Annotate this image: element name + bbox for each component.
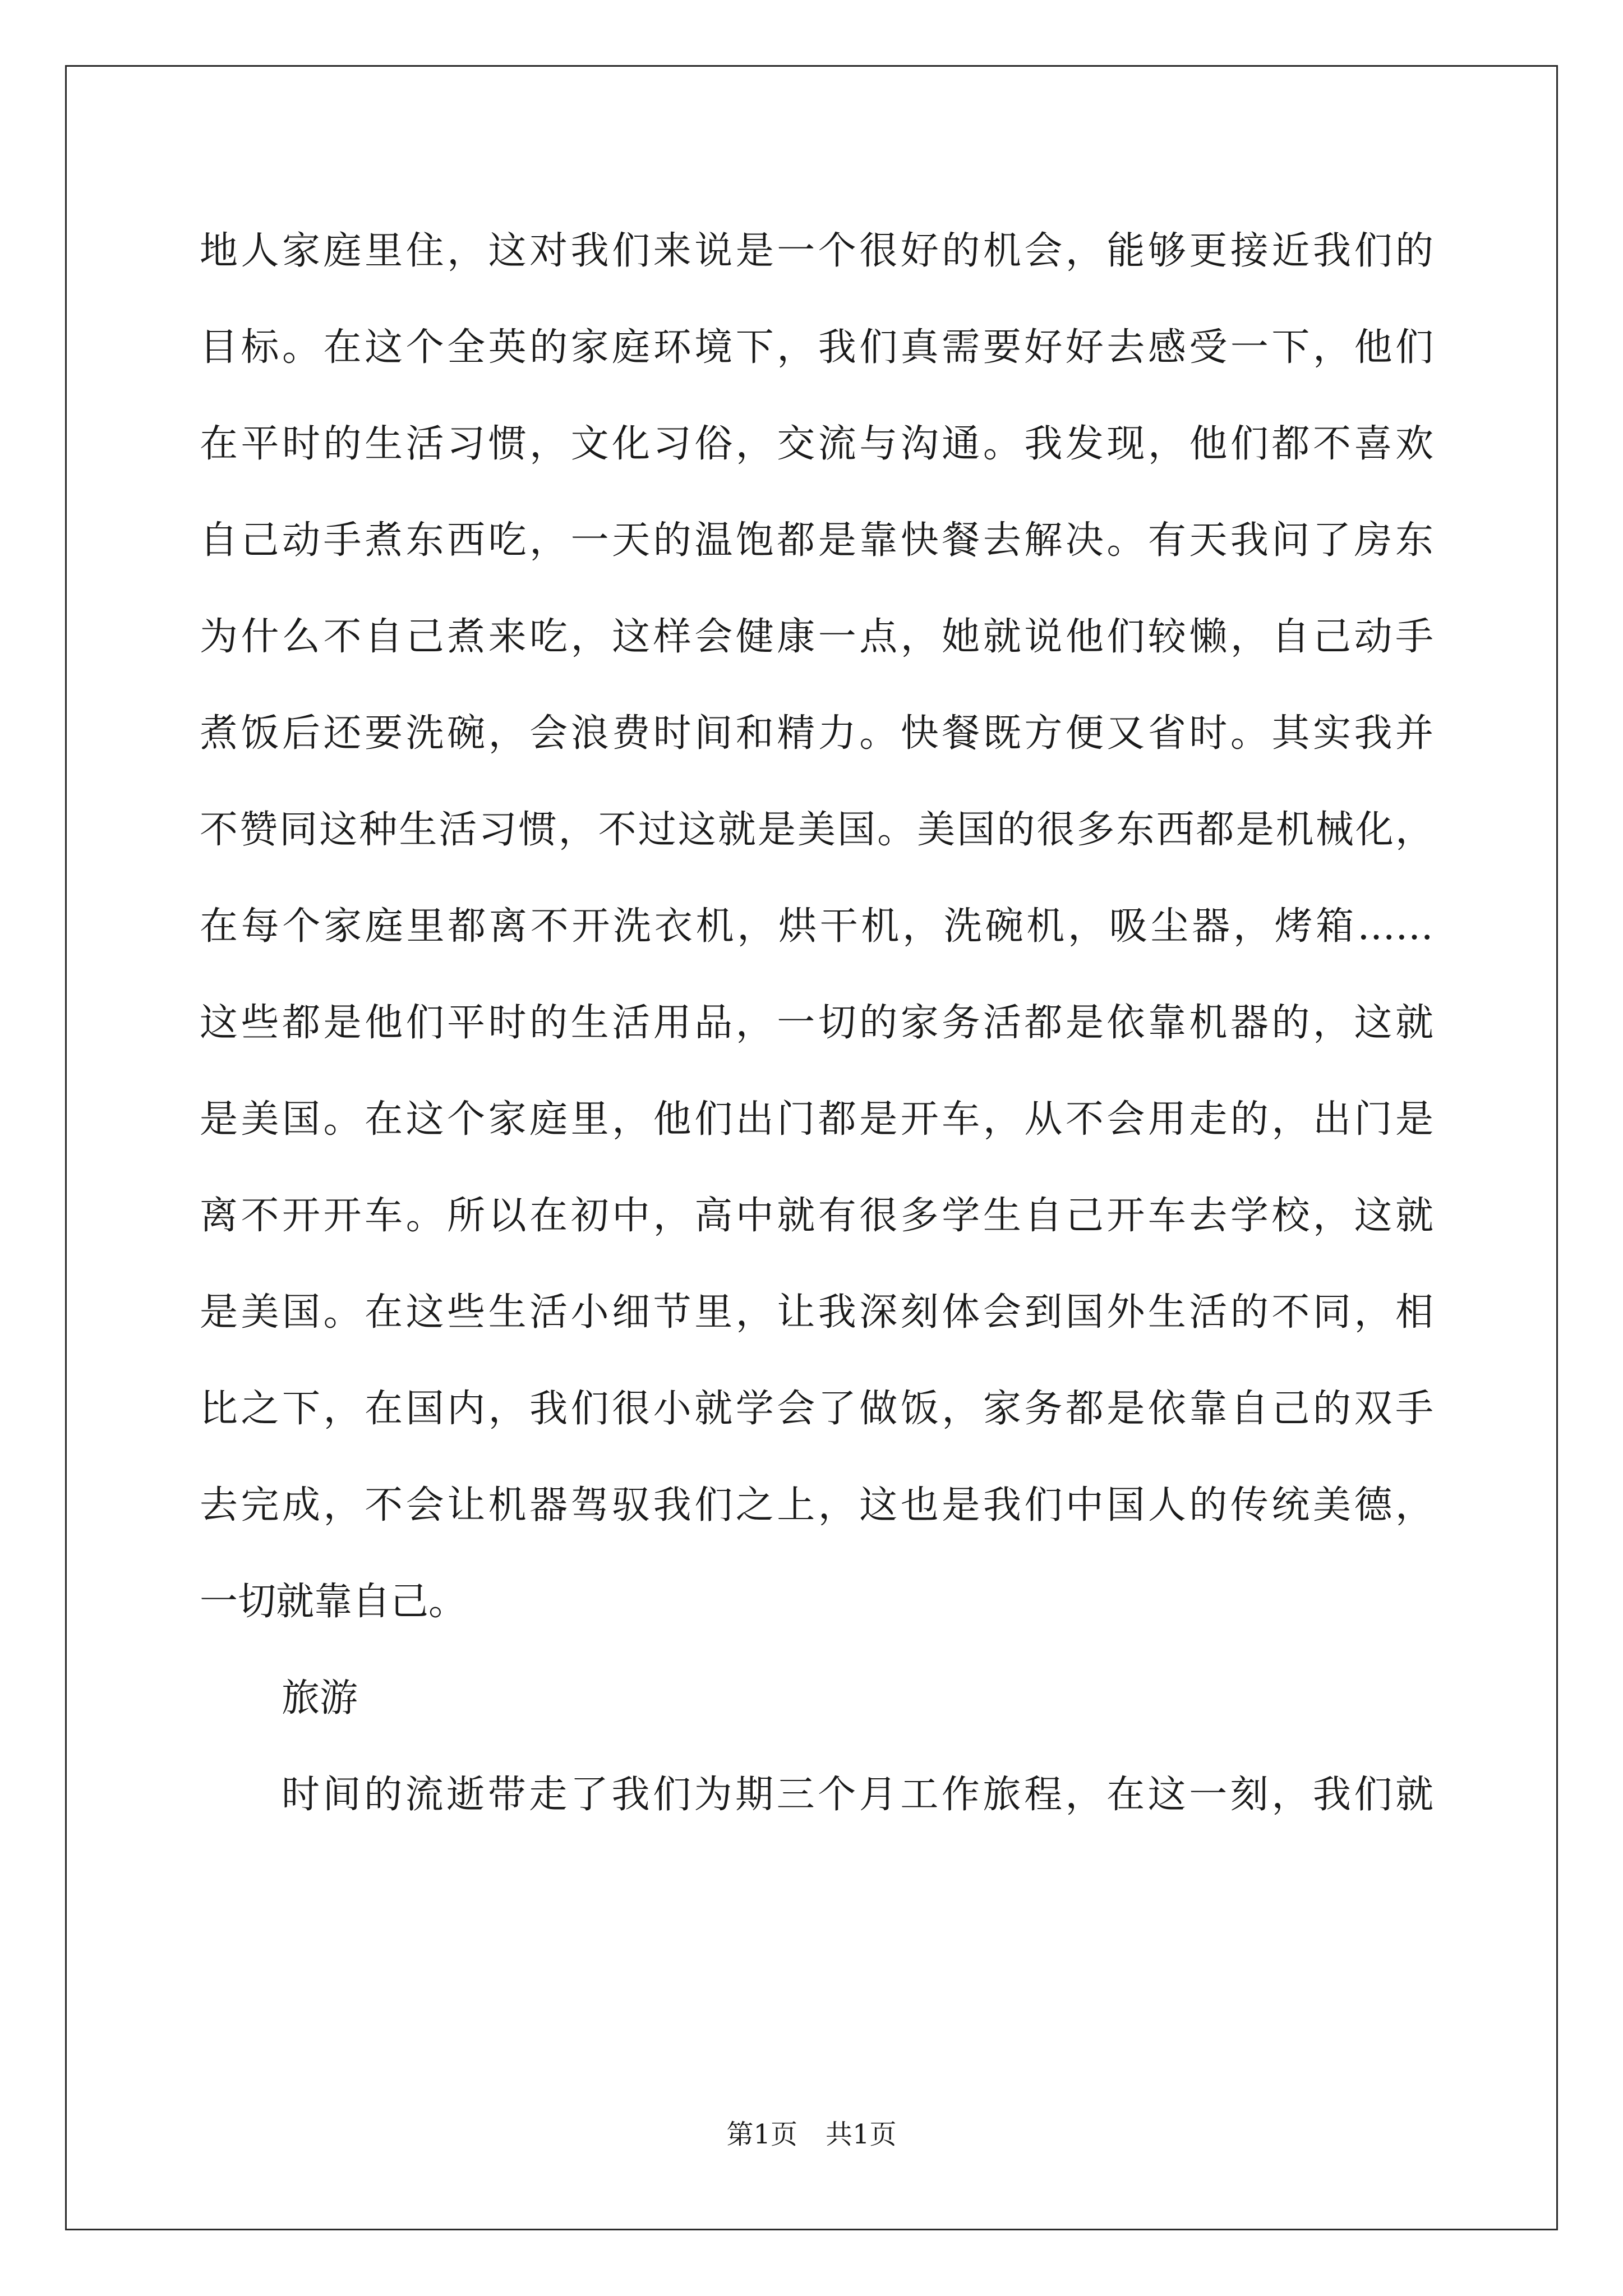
document-body	[200, 216, 1433, 1856]
text-line: 在每个家庭里都离不开洗衣机，烘干机，洗碗机，吸尘器，烤箱……	[200, 904, 1433, 949]
section-heading: 旅游	[282, 1676, 358, 1720]
text-line: 这些都是他们平时的生活用品，一切的家务活都是依靠机器的，这就	[200, 1001, 1433, 1045]
text-line: 自己动手煮东西吃，一天的温饱都是靠快餐去解决。有天我问了房东	[200, 518, 1433, 563]
text-line: 目标。在这个全英的家庭环境下，我们真需要好好去感受一下，他们	[200, 325, 1433, 370]
text-line: 是美国。在这些生活小细节里，让我深刻体会到国外生活的不同，相	[200, 1290, 1433, 1335]
text-line: 煮饭后还要洗碗，会浪费时间和精力。快餐既方便又省时。其实我并	[200, 711, 1433, 756]
text-line: 是美国。在这个家庭里，他们出门都是开车，从不会用走的，出门是	[200, 1097, 1433, 1142]
page-total: 共1页	[826, 2119, 897, 2150]
text-line: 不赞同这种生活习惯，不过这就是美国。美国的很多东西都是机械化，	[200, 808, 1433, 852]
page-number: 第1页	[726, 2119, 797, 2150]
text-line: 离不开开车。所以在初中，高中就有很多学生自己开车去学校，这就	[200, 1194, 1433, 1238]
text-line: 时间的流逝带走了我们为期三个月工作旅程，在这一刻，我们就	[282, 1773, 1433, 1817]
text-line: 在平时的生活习惯，文化习俗，交流与沟通。我发现，他们都不喜欢	[200, 422, 1433, 466]
text-line: 一切就靠自己。	[200, 1580, 467, 1624]
text-line: 比之下，在国内，我们很小就学会了做饭，家务都是依靠自己的双手	[200, 1387, 1433, 1431]
text-line: 去完成，不会让机器驾驭我们之上，这也是我们中国人的传统美德，	[200, 1483, 1433, 1527]
page-footer	[0, 2118, 1623, 2151]
text-line: 为什么不自己煮来吃，这样会健康一点，她就说他们较懒，自己动手	[200, 615, 1433, 659]
text-line: 地人家庭里住，这对我们来说是一个很好的机会，能够更接近我们的	[200, 229, 1433, 273]
